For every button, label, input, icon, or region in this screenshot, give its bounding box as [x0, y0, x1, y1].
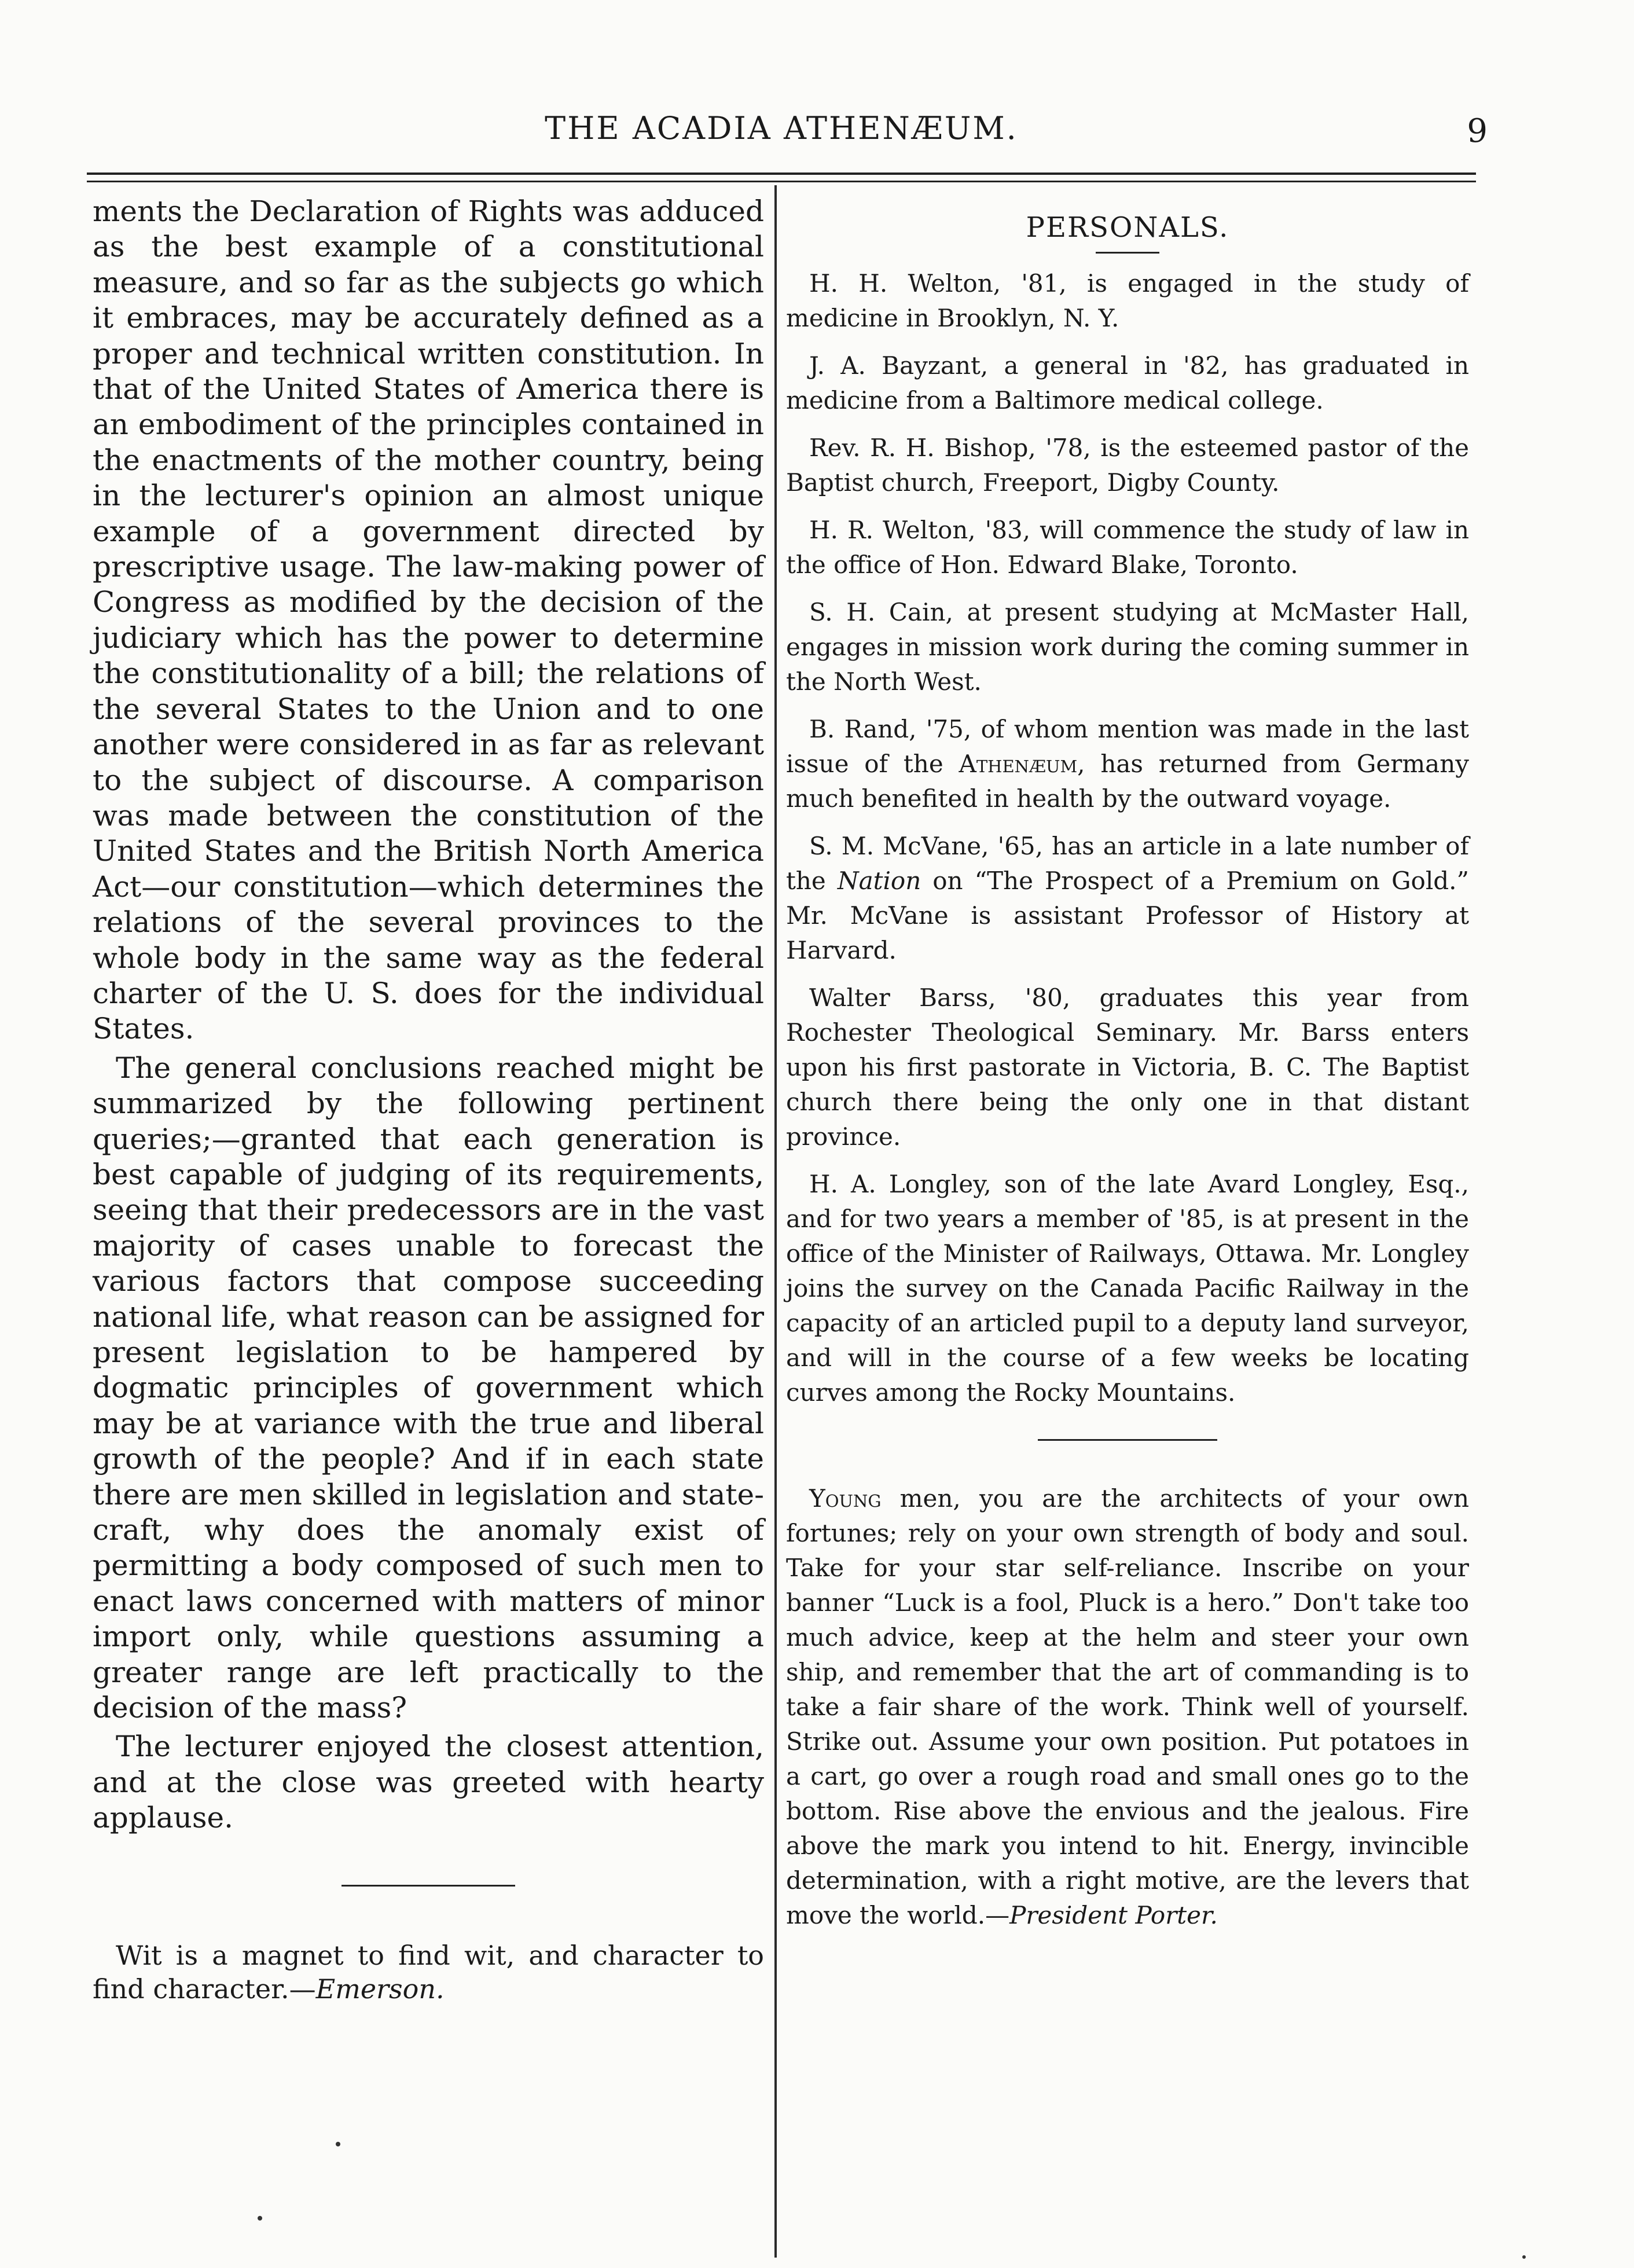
personal-item: Rev. R. H. Bishop, '78, is the esteemed pastor of the Baptist church, Freeport, Digby County. — [786, 434, 1469, 497]
personal-item: H. H. Welton, '81, is engaged in the study of medicine in Brooklyn, N. Y. — [786, 269, 1469, 332]
essay-text: men, you are the architects of your own fortunes; rely on your own strength of body and soul. Take for your star self-reliance. Inscribe on your banner “Luck is a fool, Pluck is a hero.” Don't take too much advice, keep at the helm and steer your own ship, and remember that the art of commanding is to take a fair share of the work. Think well of yourself. Strike out. Assume your own position. Put potatoes in a cart, go over a rough road and small ones go to the bottom. Rise above the envious and the jealous. Fire above the mark you intend to hit. Energy, invincible determination, with a right motive, are the levers that move the world.— — [786, 1484, 1469, 1929]
print-speck — [258, 2216, 262, 2221]
personal-item: H. A. Longley, son of the late Avard Longley, Esq., and for two years a member of '85, is at present in the office of the Minister of Railways, Ottawa. Mr. Longley joins the survey on the Canada Pacific Railway in the capacity of an articled pupil to a deputy land surveyor, and will in the course of a few weeks be locating curves among the Rocky Mountains. — [786, 1170, 1469, 1407]
personal-text: on “The Prospect of a Premium on Gold.” Mr. McVane is assistant Professor of History at Harvard. — [786, 867, 1469, 964]
article-paragraph: The lecturer enjoyed the closest attention, and at the close was greeted with hearty applause. — [93, 1730, 764, 1835]
section-divider — [342, 1885, 515, 1887]
quote-text: Wit is a magnet to find wit, and character to find character.— — [93, 1939, 764, 2005]
right-column — [786, 194, 1469, 1933]
personal-item: H. R. Welton, '83, will commence the study of law in the office of Hon. Edward Blake, Toronto. — [786, 516, 1469, 579]
personal-item: S. H. Cain, at present studying at McMaster Hall, engages in mission work during the coming summer in the North West. — [786, 598, 1469, 696]
header-rule-top — [87, 173, 1476, 175]
header-rule-bottom — [87, 181, 1476, 182]
page-number: 9 — [1467, 112, 1488, 150]
quote-attribution: Emerson. — [315, 1973, 445, 2005]
emerson-quote — [93, 1939, 764, 2006]
personal-text: S. M. McVane, '65, has an article in a late number of the — [786, 832, 1469, 895]
personal-item: J. A. Bayzant, a general in '82, has graduated in medicine from a Baltimore medical college. — [786, 351, 1469, 414]
essay-lead: Young — [809, 1484, 882, 1513]
article-paragraph: The general conclusions reached might be summarized by the following pertinent queries;—granted that each generation is best capable of judging of its requirements, seeing that their predecessors are in the vast majority of cases unable to forecast the various factors that compose succeeding national life, what reason can be assigned for present legislation to be hampered by dogmatic principles of government which may be at variance with the true and liberal growth of the people? And if in each state there are men skilled in legislation and state-craft, why does the anomaly exist of permitting a body composed of such men to enact laws concerned with matters of minor import only, while questions assuming a greater range are left practically to the decision of the mass? — [93, 1051, 764, 1725]
personal-text: , has returned from Germany much benefited in health by the outward voyage. — [786, 750, 1469, 813]
personal-item — [786, 712, 1469, 816]
print-speck — [1522, 2255, 1526, 2259]
journal-name: Athenæum — [959, 750, 1078, 778]
essay-attribution: President Porter. — [1009, 1901, 1218, 1929]
left-column — [93, 194, 764, 2006]
print-speck — [336, 2142, 340, 2146]
personal-item: Walter Barss, '80, graduates this year from Rochester Theological Seminary. Mr. Barss enters upon his first pastorate in Victoria, B. C. The Baptist church there being the only one in that distant province. — [786, 983, 1469, 1151]
column-divider — [774, 185, 777, 2258]
article-paragraph: ments the Declaration of Rights was adduced as the best example of a constitutional measure, and so far as the subjects go which it embraces, may be accurately defined as a proper and technical written constitution. In that of the United States of America there is an embodiment of the principles contained in the enactments of the mother country, being in the lecturer's opinion an almost unique example of a government directed by prescriptive usage. The law-making power of Congress as modified by the decision of the judiciary which has the power to determine the constitutionality of a bill; the relations of the several States to the Union and to one another were considered in as far as relevant to the subject of discourse. A comparison was made between the constitution of the United States and the British North America Act—our constitution—which determines the relations of the several provinces to the whole body in the same way as the federal charter of the U. S. does for the individual States. — [93, 194, 764, 1046]
heading-underline — [1096, 252, 1159, 254]
journal-name: Nation — [837, 867, 921, 895]
section-divider — [1038, 1439, 1217, 1441]
journal-title: THE ACADIA ATHENÆUM. — [545, 110, 1018, 146]
page-header — [87, 110, 1488, 162]
essay-paragraph — [786, 1481, 1469, 1933]
personal-text: B. Rand, '75, of whom mention was made in the last issue of the — [786, 715, 1469, 778]
personals-heading: PERSONALS. — [1026, 211, 1229, 244]
personal-item — [786, 829, 1469, 968]
